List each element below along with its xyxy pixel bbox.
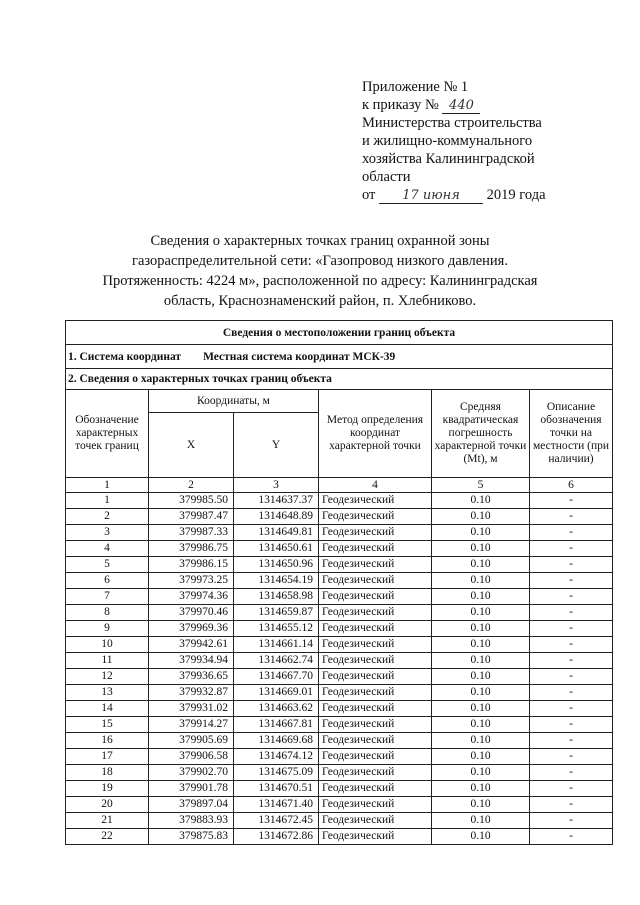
x-coordinate-cell: 379901.78: [149, 781, 234, 797]
method-cell: Геодезический: [319, 653, 432, 669]
error-cell: 0.10: [432, 685, 530, 701]
table-row: [66, 669, 613, 685]
title-line-1: Сведения о характерных точках границ охранной зоны: [150, 233, 490, 249]
col-coords-header: Координаты, м: [149, 390, 319, 413]
x-coordinate-cell: 379931.02: [149, 701, 234, 717]
description-cell: -: [530, 829, 613, 845]
title-line-2: газораспределительной сети: «Газопровод низкого давления.: [132, 253, 508, 269]
error-cell: 0.10: [432, 669, 530, 685]
error-cell: 0.10: [432, 781, 530, 797]
x-coordinate-cell: 379932.87: [149, 685, 234, 701]
point-number-cell: 18: [66, 765, 149, 781]
method-cell: Геодезический: [319, 749, 432, 765]
points-rows: [66, 493, 613, 845]
col-method-header: Метод определения координат характерной точки: [319, 390, 432, 478]
x-coordinate-cell: 379914.27: [149, 717, 234, 733]
x-coordinate-cell: 379902.70: [149, 765, 234, 781]
method-cell: Геодезический: [319, 557, 432, 573]
x-coordinate-cell: 379883.93: [149, 813, 234, 829]
point-number-cell: 10: [66, 637, 149, 653]
points-section-row: [66, 369, 613, 390]
point-number-cell: 11: [66, 653, 149, 669]
method-cell: Геодезический: [319, 525, 432, 541]
description-cell: -: [530, 621, 613, 637]
point-number-cell: 2: [66, 509, 149, 525]
x-coordinate-cell: 379942.61: [149, 637, 234, 653]
x-coordinate-cell: 379906.58: [149, 749, 234, 765]
table-row: [66, 573, 613, 589]
order-prefix: к приказу №: [362, 97, 439, 113]
method-cell: Геодезический: [319, 765, 432, 781]
table-row: [66, 589, 613, 605]
table-row: [66, 717, 613, 733]
table-row: [66, 813, 613, 829]
point-number-cell: 1: [66, 493, 149, 509]
method-cell: Геодезический: [319, 813, 432, 829]
table-row: [66, 653, 613, 669]
col-number: 4: [319, 478, 432, 493]
method-cell: Геодезический: [319, 733, 432, 749]
col-x-header: X: [149, 413, 234, 478]
y-coordinate-cell: 1314672.86: [234, 829, 319, 845]
x-coordinate-cell: 379986.75: [149, 541, 234, 557]
method-cell: Геодезический: [319, 573, 432, 589]
description-cell: -: [530, 765, 613, 781]
date-suffix: 2019 года: [486, 187, 546, 203]
y-coordinate-cell: 1314667.70: [234, 669, 319, 685]
error-cell: 0.10: [432, 813, 530, 829]
method-cell: Геодезический: [319, 829, 432, 845]
coordinate-system-label: 1. Система координат: [68, 350, 182, 363]
order-line: [362, 96, 602, 114]
ministry-line-4: области: [362, 169, 411, 185]
col-y-header: Y: [234, 413, 319, 478]
coordinate-system-row: [66, 345, 613, 369]
y-coordinate-cell: 1314648.89: [234, 509, 319, 525]
coordinate-system-value: Местная система координат МСК-39: [203, 350, 396, 363]
point-number-cell: 17: [66, 749, 149, 765]
ministry-line-1: Министерства строительства: [362, 115, 542, 131]
y-coordinate-cell: 1314659.87: [234, 605, 319, 621]
x-coordinate-cell: 379973.25: [149, 573, 234, 589]
error-cell: 0.10: [432, 829, 530, 845]
point-number-cell: 7: [66, 589, 149, 605]
table-row: [66, 749, 613, 765]
x-coordinate-cell: 379905.69: [149, 733, 234, 749]
y-coordinate-cell: 1314654.19: [234, 573, 319, 589]
ministry-line-3: хозяйства Калининградской: [362, 151, 535, 167]
col-number: 2: [149, 478, 234, 493]
table-row: [66, 701, 613, 717]
date-handwritten: 17 июня: [379, 188, 483, 204]
table-row: [66, 797, 613, 813]
table-row: [66, 557, 613, 573]
col-error-header: Средняя квадратическая погрешность характерной точки (Mt), м: [432, 390, 530, 478]
table-row: [66, 509, 613, 525]
method-cell: Геодезический: [319, 797, 432, 813]
method-cell: Геодезический: [319, 589, 432, 605]
y-coordinate-cell: 1314658.98: [234, 589, 319, 605]
x-coordinate-cell: 379987.33: [149, 525, 234, 541]
point-number-cell: 19: [66, 781, 149, 797]
method-cell: Геодезический: [319, 637, 432, 653]
method-cell: Геодезический: [319, 541, 432, 557]
description-cell: -: [530, 637, 613, 653]
error-cell: 0.10: [432, 557, 530, 573]
description-cell: -: [530, 541, 613, 557]
description-cell: -: [530, 669, 613, 685]
x-coordinate-cell: 379974.36: [149, 589, 234, 605]
x-coordinate-cell: 379936.65: [149, 669, 234, 685]
method-cell: Геодезический: [319, 685, 432, 701]
point-number-cell: 9: [66, 621, 149, 637]
description-cell: -: [530, 589, 613, 605]
point-number-cell: 8: [66, 605, 149, 621]
description-cell: -: [530, 797, 613, 813]
method-cell: Геодезический: [319, 509, 432, 525]
table-row: [66, 637, 613, 653]
table-row: [66, 605, 613, 621]
coordinate-system-cell: [66, 345, 613, 369]
point-number-cell: 3: [66, 525, 149, 541]
y-coordinate-cell: 1314670.51: [234, 781, 319, 797]
date-prefix: от: [362, 187, 376, 203]
point-number-cell: 4: [66, 541, 149, 557]
description-cell: -: [530, 781, 613, 797]
col-point-header: Обозначение характерных точек границ: [66, 390, 149, 478]
point-number-cell: 14: [66, 701, 149, 717]
description-cell: -: [530, 509, 613, 525]
order-number-handwritten: 440: [442, 98, 480, 114]
col-number: 6: [530, 478, 613, 493]
point-number-cell: 16: [66, 733, 149, 749]
description-cell: -: [530, 525, 613, 541]
error-cell: 0.10: [432, 797, 530, 813]
description-cell: -: [530, 717, 613, 733]
error-cell: 0.10: [432, 541, 530, 557]
error-cell: 0.10: [432, 509, 530, 525]
x-coordinate-cell: 379897.04: [149, 797, 234, 813]
col-number: 5: [432, 478, 530, 493]
description-cell: -: [530, 813, 613, 829]
x-coordinate-cell: 379934.94: [149, 653, 234, 669]
description-cell: -: [530, 493, 613, 509]
point-number-cell: 20: [66, 797, 149, 813]
y-coordinate-cell: 1314650.96: [234, 557, 319, 573]
y-coordinate-cell: 1314655.12: [234, 621, 319, 637]
y-coordinate-cell: 1314650.61: [234, 541, 319, 557]
date-line: [362, 186, 602, 204]
boundary-points-table: [65, 320, 613, 845]
column-number-row: [66, 478, 613, 493]
description-cell: -: [530, 701, 613, 717]
description-cell: -: [530, 573, 613, 589]
point-number-cell: 22: [66, 829, 149, 845]
table-row: [66, 781, 613, 797]
title-line-3: Протяженность: 4224 м», расположенной по адресу: Калининградская: [102, 273, 538, 289]
method-cell: Геодезический: [319, 701, 432, 717]
y-coordinate-cell: 1314672.45: [234, 813, 319, 829]
col-number: 1: [66, 478, 149, 493]
y-coordinate-cell: 1314662.74: [234, 653, 319, 669]
y-coordinate-cell: 1314674.12: [234, 749, 319, 765]
error-cell: 0.10: [432, 637, 530, 653]
y-coordinate-cell: 1314669.01: [234, 685, 319, 701]
description-cell: -: [530, 685, 613, 701]
error-cell: 0.10: [432, 653, 530, 669]
x-coordinate-cell: 379969.36: [149, 621, 234, 637]
error-cell: 0.10: [432, 589, 530, 605]
table-row: [66, 685, 613, 701]
y-coordinate-cell: 1314649.81: [234, 525, 319, 541]
point-number-cell: 15: [66, 717, 149, 733]
table-row: [66, 733, 613, 749]
x-coordinate-cell: 379987.47: [149, 509, 234, 525]
error-cell: 0.10: [432, 525, 530, 541]
points-section-label: 2. Сведения о характерных точках границ объекта: [66, 369, 613, 390]
method-cell: Геодезический: [319, 605, 432, 621]
description-cell: -: [530, 749, 613, 765]
x-coordinate-cell: 379986.15: [149, 557, 234, 573]
y-coordinate-cell: 1314669.68: [234, 733, 319, 749]
table-row: [66, 829, 613, 845]
title-line-4: область, Краснознаменский район, п. Хлебниково.: [163, 293, 477, 309]
method-cell: Геодезический: [319, 621, 432, 637]
ministry-line-2: и жилищно-коммунального: [362, 133, 533, 149]
appendix-number: Приложение № 1: [362, 79, 469, 95]
error-cell: 0.10: [432, 765, 530, 781]
error-cell: 0.10: [432, 605, 530, 621]
method-cell: Геодезический: [319, 781, 432, 797]
method-cell: Геодезический: [319, 717, 432, 733]
y-coordinate-cell: 1314637.37: [234, 493, 319, 509]
error-cell: 0.10: [432, 621, 530, 637]
error-cell: 0.10: [432, 749, 530, 765]
column-header-row-1: [66, 390, 613, 413]
appendix-header: [362, 78, 602, 204]
y-coordinate-cell: 1314661.14: [234, 637, 319, 653]
table-row: [66, 621, 613, 637]
table-row: [66, 493, 613, 509]
error-cell: 0.10: [432, 733, 530, 749]
point-number-cell: 21: [66, 813, 149, 829]
document-title: [80, 231, 560, 311]
error-cell: 0.10: [432, 701, 530, 717]
table-row: [66, 765, 613, 781]
y-coordinate-cell: 1314671.40: [234, 797, 319, 813]
description-cell: -: [530, 653, 613, 669]
y-coordinate-cell: 1314663.62: [234, 701, 319, 717]
description-cell: -: [530, 557, 613, 573]
col-number: 3: [234, 478, 319, 493]
y-coordinate-cell: 1314675.09: [234, 765, 319, 781]
point-number-cell: 6: [66, 573, 149, 589]
y-coordinate-cell: 1314667.81: [234, 717, 319, 733]
point-number-cell: 13: [66, 685, 149, 701]
col-desc-header: Описание обозначения точки на местности (при наличии): [530, 390, 613, 478]
description-cell: -: [530, 605, 613, 621]
error-cell: 0.10: [432, 573, 530, 589]
error-cell: 0.10: [432, 717, 530, 733]
point-number-cell: 5: [66, 557, 149, 573]
error-cell: 0.10: [432, 493, 530, 509]
point-number-cell: 12: [66, 669, 149, 685]
description-cell: -: [530, 733, 613, 749]
x-coordinate-cell: 379985.50: [149, 493, 234, 509]
method-cell: Геодезический: [319, 493, 432, 509]
table-row: [66, 525, 613, 541]
section-header-row: [66, 321, 613, 345]
x-coordinate-cell: 379875.83: [149, 829, 234, 845]
table-row: [66, 541, 613, 557]
section-header: Сведения о местоположении границ объекта: [66, 321, 613, 345]
method-cell: Геодезический: [319, 669, 432, 685]
x-coordinate-cell: 379970.46: [149, 605, 234, 621]
